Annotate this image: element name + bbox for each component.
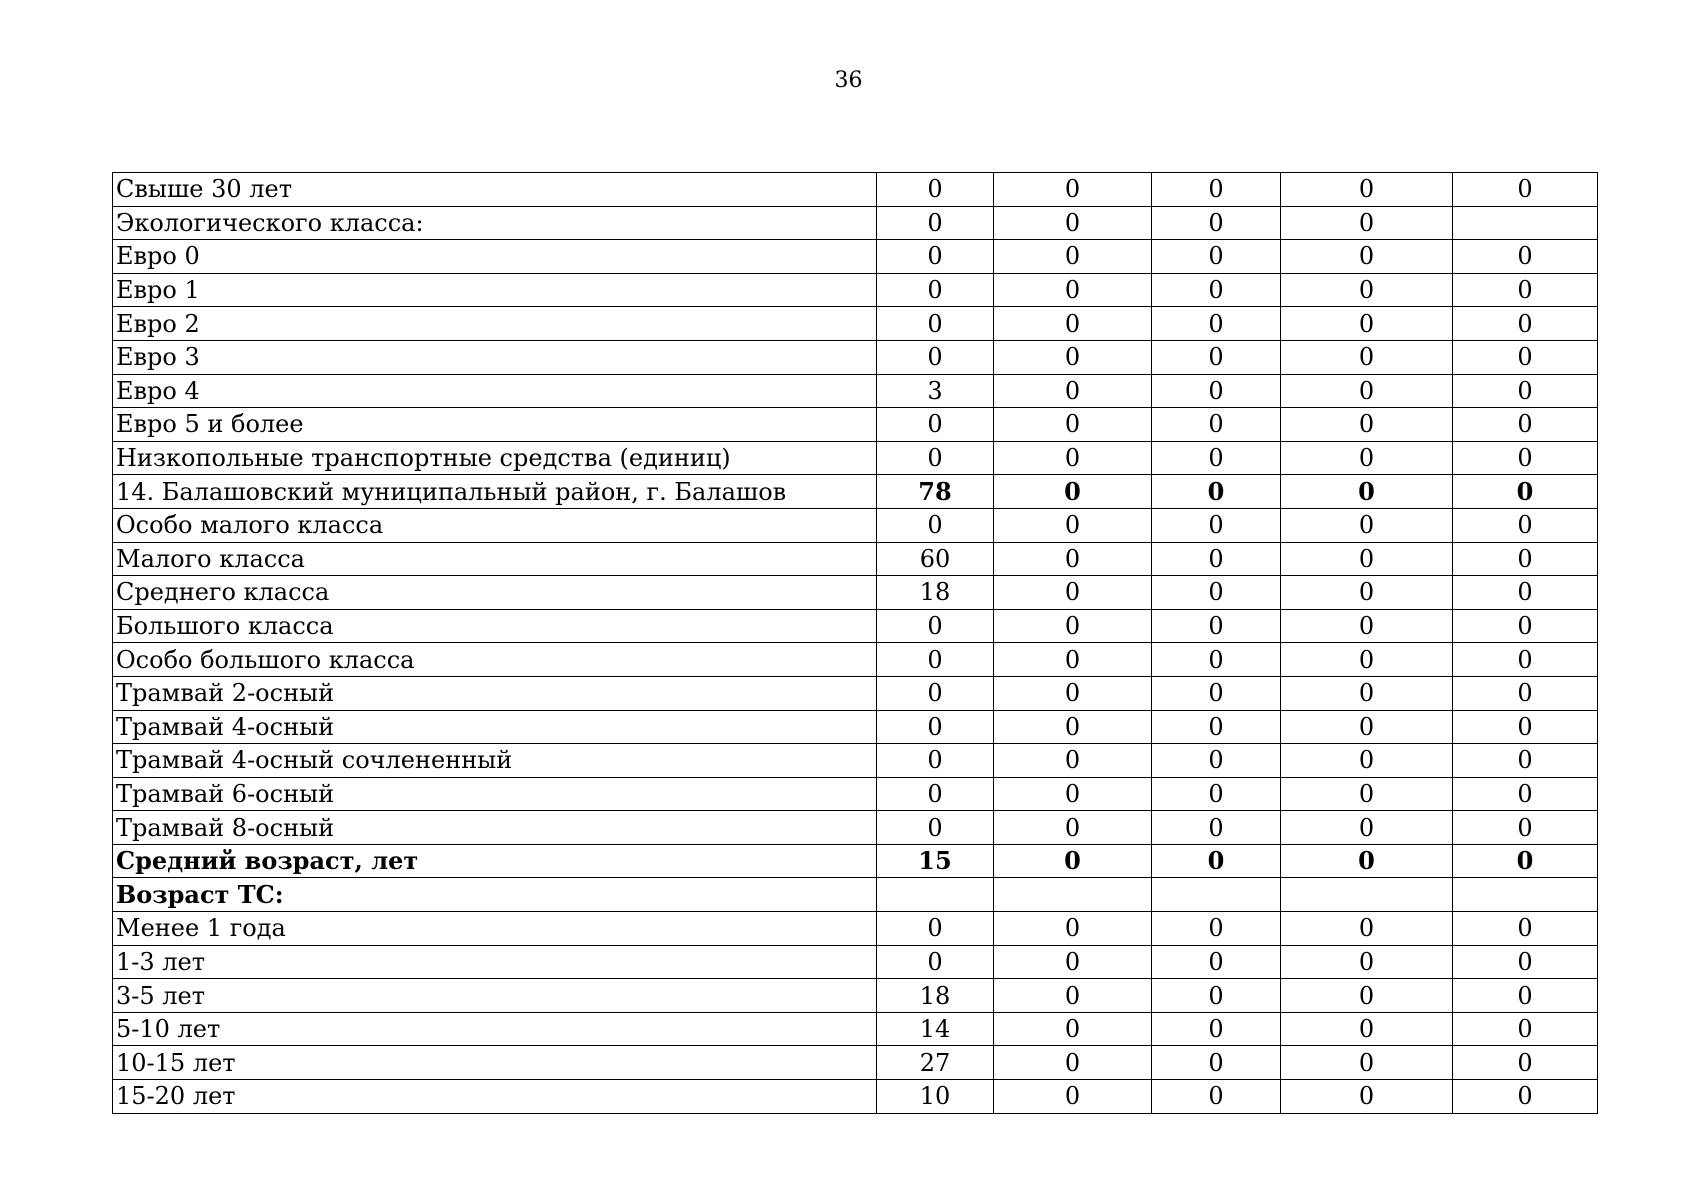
data-table xyxy=(112,172,1598,1114)
row-value-col-4: 0 xyxy=(1281,945,1453,979)
row-value-col-1: 60 xyxy=(877,542,994,576)
table-row xyxy=(113,878,1598,912)
row-label: Экологического класса: xyxy=(113,206,877,240)
row-label: Трамвай 4-осный сочлененный xyxy=(113,744,877,778)
row-value-col-4: 0 xyxy=(1281,1046,1453,1080)
row-value-col-4: 0 xyxy=(1281,1080,1453,1114)
row-value-col-3: 0 xyxy=(1152,1080,1281,1114)
row-value-col-3: 0 xyxy=(1152,340,1281,374)
row-value-col-1: 15 xyxy=(877,844,994,878)
table-row xyxy=(113,206,1598,240)
row-value-col-2: 0 xyxy=(994,676,1152,710)
row-value-col-5: 0 xyxy=(1453,173,1598,207)
row-value-col-4: 0 xyxy=(1281,643,1453,677)
table-row xyxy=(113,676,1598,710)
row-value-col-1: 0 xyxy=(877,945,994,979)
row-value-col-3: 0 xyxy=(1152,508,1281,542)
row-value-col-4: 0 xyxy=(1281,173,1453,207)
row-value-col-2: 0 xyxy=(994,441,1152,475)
row-value-col-4: 0 xyxy=(1281,408,1453,442)
row-value-col-3: 0 xyxy=(1152,844,1281,878)
row-value-col-3: 0 xyxy=(1152,441,1281,475)
row-label: Средний возраст, лет xyxy=(113,844,877,878)
row-value-col-1: 0 xyxy=(877,408,994,442)
row-value-col-2: 0 xyxy=(994,240,1152,274)
row-value-col-2: 0 xyxy=(994,710,1152,744)
row-label: Свыше 30 лет xyxy=(113,173,877,207)
row-value-col-5: 0 xyxy=(1453,945,1598,979)
row-value-col-3: 0 xyxy=(1152,609,1281,643)
row-value-col-2: 0 xyxy=(994,576,1152,610)
row-label: Трамвай 8-осный xyxy=(113,811,877,845)
row-value-col-2: 0 xyxy=(994,475,1152,509)
row-value-col-4: 0 xyxy=(1281,777,1453,811)
row-value-col-3: 0 xyxy=(1152,206,1281,240)
row-value-col-2: 0 xyxy=(994,307,1152,341)
row-label: Большого класса xyxy=(113,609,877,643)
table-row xyxy=(113,441,1598,475)
row-value-col-4: 0 xyxy=(1281,710,1453,744)
row-value-col-1: 0 xyxy=(877,811,994,845)
row-value-col-1 xyxy=(877,878,994,912)
row-value-col-5: 0 xyxy=(1453,710,1598,744)
row-value-col-3: 0 xyxy=(1152,307,1281,341)
row-value-col-2: 0 xyxy=(994,945,1152,979)
row-label: Евро 3 xyxy=(113,340,877,374)
table-row xyxy=(113,1046,1598,1080)
row-value-col-3: 0 xyxy=(1152,676,1281,710)
row-value-col-4: 0 xyxy=(1281,273,1453,307)
row-value-col-5: 0 xyxy=(1453,441,1598,475)
table-row xyxy=(113,240,1598,274)
row-value-col-5: 0 xyxy=(1453,912,1598,946)
row-value-col-3: 0 xyxy=(1152,576,1281,610)
table-row xyxy=(113,945,1598,979)
row-value-col-2: 0 xyxy=(994,811,1152,845)
row-value-col-3: 0 xyxy=(1152,1012,1281,1046)
table-row xyxy=(113,609,1598,643)
table-body xyxy=(113,173,1598,1114)
row-label: Возраст ТС: xyxy=(113,878,877,912)
row-value-col-3: 0 xyxy=(1152,542,1281,576)
row-label: Менее 1 года xyxy=(113,912,877,946)
row-value-col-2: 0 xyxy=(994,508,1152,542)
row-value-col-2: 0 xyxy=(994,542,1152,576)
row-value-col-1: 27 xyxy=(877,1046,994,1080)
row-label: Особо малого класса xyxy=(113,508,877,542)
row-value-col-5: 0 xyxy=(1453,307,1598,341)
row-value-col-2: 0 xyxy=(994,609,1152,643)
row-value-col-4: 0 xyxy=(1281,240,1453,274)
row-value-col-1: 0 xyxy=(877,744,994,778)
row-value-col-2: 0 xyxy=(994,777,1152,811)
row-value-col-4: 0 xyxy=(1281,206,1453,240)
row-value-col-2: 0 xyxy=(994,206,1152,240)
table-row xyxy=(113,508,1598,542)
row-value-col-1: 3 xyxy=(877,374,994,408)
row-value-col-4: 0 xyxy=(1281,912,1453,946)
row-value-col-4 xyxy=(1281,878,1453,912)
table-row xyxy=(113,576,1598,610)
row-value-col-4: 0 xyxy=(1281,441,1453,475)
row-value-col-5: 0 xyxy=(1453,240,1598,274)
row-value-col-1: 0 xyxy=(877,273,994,307)
row-value-col-5: 0 xyxy=(1453,676,1598,710)
row-value-col-5: 0 xyxy=(1453,340,1598,374)
row-label: Евро 2 xyxy=(113,307,877,341)
row-value-col-3: 0 xyxy=(1152,374,1281,408)
table-row xyxy=(113,340,1598,374)
row-value-col-1: 10 xyxy=(877,1080,994,1114)
row-value-col-1: 0 xyxy=(877,441,994,475)
row-value-col-4: 0 xyxy=(1281,676,1453,710)
row-value-col-2: 0 xyxy=(994,173,1152,207)
row-label: 1-3 лет xyxy=(113,945,877,979)
row-value-col-4: 0 xyxy=(1281,1012,1453,1046)
row-value-col-5: 0 xyxy=(1453,811,1598,845)
row-value-col-5: 0 xyxy=(1453,744,1598,778)
table-row xyxy=(113,408,1598,442)
row-value-col-1: 0 xyxy=(877,912,994,946)
row-value-col-1: 0 xyxy=(877,643,994,677)
row-label: Особо большого класса xyxy=(113,643,877,677)
row-value-col-3: 0 xyxy=(1152,273,1281,307)
row-label: Евро 1 xyxy=(113,273,877,307)
row-value-col-4: 0 xyxy=(1281,744,1453,778)
row-value-col-5: 0 xyxy=(1453,542,1598,576)
table-row xyxy=(113,1012,1598,1046)
row-value-col-2: 0 xyxy=(994,1012,1152,1046)
row-value-col-2: 0 xyxy=(994,844,1152,878)
row-value-col-1: 0 xyxy=(877,173,994,207)
row-value-col-1: 0 xyxy=(877,508,994,542)
row-value-col-3: 0 xyxy=(1152,979,1281,1013)
table-row xyxy=(113,173,1598,207)
row-label: Евро 0 xyxy=(113,240,877,274)
page-number: 36 xyxy=(834,68,863,93)
row-value-col-5: 0 xyxy=(1453,1046,1598,1080)
row-value-col-3: 0 xyxy=(1152,777,1281,811)
row-label: Евро 4 xyxy=(113,374,877,408)
row-value-col-2: 0 xyxy=(994,408,1152,442)
row-value-col-4: 0 xyxy=(1281,844,1453,878)
row-value-col-5 xyxy=(1453,878,1598,912)
row-value-col-3: 0 xyxy=(1152,912,1281,946)
row-value-col-3: 0 xyxy=(1152,173,1281,207)
row-value-col-1: 0 xyxy=(877,206,994,240)
row-value-col-1: 0 xyxy=(877,676,994,710)
table-row xyxy=(113,979,1598,1013)
row-value-col-4: 0 xyxy=(1281,542,1453,576)
row-value-col-2: 0 xyxy=(994,1080,1152,1114)
row-value-col-2: 0 xyxy=(994,273,1152,307)
row-value-col-4: 0 xyxy=(1281,576,1453,610)
row-value-col-4: 0 xyxy=(1281,475,1453,509)
row-value-col-5: 0 xyxy=(1453,979,1598,1013)
row-value-col-4: 0 xyxy=(1281,340,1453,374)
table-row xyxy=(113,811,1598,845)
table-row xyxy=(113,744,1598,778)
table-row xyxy=(113,374,1598,408)
row-value-col-1: 0 xyxy=(877,240,994,274)
row-value-col-2: 0 xyxy=(994,374,1152,408)
row-value-col-1: 78 xyxy=(877,475,994,509)
table-row xyxy=(113,475,1598,509)
row-value-col-2: 0 xyxy=(994,643,1152,677)
table-row xyxy=(113,912,1598,946)
row-value-col-5: 0 xyxy=(1453,844,1598,878)
row-value-col-3: 0 xyxy=(1152,240,1281,274)
row-value-col-2: 0 xyxy=(994,340,1152,374)
row-value-col-2 xyxy=(994,878,1152,912)
row-value-col-1: 0 xyxy=(877,307,994,341)
table-row xyxy=(113,710,1598,744)
row-value-col-3: 0 xyxy=(1152,710,1281,744)
row-label: Трамвай 4-осный xyxy=(113,710,877,744)
row-value-col-5: 0 xyxy=(1453,1012,1598,1046)
row-value-col-3: 0 xyxy=(1152,1046,1281,1080)
row-value-col-4: 0 xyxy=(1281,811,1453,845)
row-label: Среднего класса xyxy=(113,576,877,610)
row-value-col-4: 0 xyxy=(1281,307,1453,341)
row-value-col-3: 0 xyxy=(1152,744,1281,778)
row-value-col-5: 0 xyxy=(1453,609,1598,643)
row-value-col-1: 0 xyxy=(877,710,994,744)
table-row xyxy=(113,307,1598,341)
row-value-col-1: 14 xyxy=(877,1012,994,1046)
row-value-col-1: 0 xyxy=(877,340,994,374)
table-row xyxy=(113,1080,1598,1114)
row-value-col-1: 0 xyxy=(877,777,994,811)
row-value-col-3: 0 xyxy=(1152,643,1281,677)
row-label: 5-10 лет xyxy=(113,1012,877,1046)
row-value-col-5: 0 xyxy=(1453,408,1598,442)
row-value-col-5: 0 xyxy=(1453,576,1598,610)
row-value-col-1: 18 xyxy=(877,979,994,1013)
row-label: Малого класса xyxy=(113,542,877,576)
row-value-col-2: 0 xyxy=(994,1046,1152,1080)
table-row xyxy=(113,542,1598,576)
table-row xyxy=(113,844,1598,878)
row-value-col-2: 0 xyxy=(994,744,1152,778)
row-value-col-3: 0 xyxy=(1152,475,1281,509)
row-label: 10-15 лет xyxy=(113,1046,877,1080)
row-value-col-4: 0 xyxy=(1281,609,1453,643)
table-row xyxy=(113,777,1598,811)
row-value-col-2: 0 xyxy=(994,979,1152,1013)
row-value-col-3: 0 xyxy=(1152,408,1281,442)
row-value-col-3: 0 xyxy=(1152,811,1281,845)
row-value-col-3 xyxy=(1152,878,1281,912)
row-value-col-2: 0 xyxy=(994,912,1152,946)
table-row xyxy=(113,273,1598,307)
row-label: 15-20 лет xyxy=(113,1080,877,1114)
row-label: Трамвай 6-осный xyxy=(113,777,877,811)
row-value-col-5: 0 xyxy=(1453,508,1598,542)
row-value-col-5: 0 xyxy=(1453,643,1598,677)
row-label: Низкопольные транспортные средства (единиц) xyxy=(113,441,877,475)
row-value-col-5: 0 xyxy=(1453,475,1598,509)
row-label: 3-5 лет xyxy=(113,979,877,1013)
row-value-col-1: 18 xyxy=(877,576,994,610)
row-value-col-5: 0 xyxy=(1453,1080,1598,1114)
row-label: Трамвай 2-осный xyxy=(113,676,877,710)
row-label: Евро 5 и более xyxy=(113,408,877,442)
row-value-col-5: 0 xyxy=(1453,777,1598,811)
row-value-col-5: 0 xyxy=(1453,273,1598,307)
row-value-col-4: 0 xyxy=(1281,979,1453,1013)
row-value-col-5 xyxy=(1453,206,1598,240)
row-value-col-1: 0 xyxy=(877,609,994,643)
table-row xyxy=(113,643,1598,677)
row-value-col-3: 0 xyxy=(1152,945,1281,979)
row-label: 14. Балашовский муниципальный район, г. Балашов xyxy=(113,475,877,509)
row-value-col-5: 0 xyxy=(1453,374,1598,408)
row-value-col-4: 0 xyxy=(1281,508,1453,542)
row-value-col-4: 0 xyxy=(1281,374,1453,408)
